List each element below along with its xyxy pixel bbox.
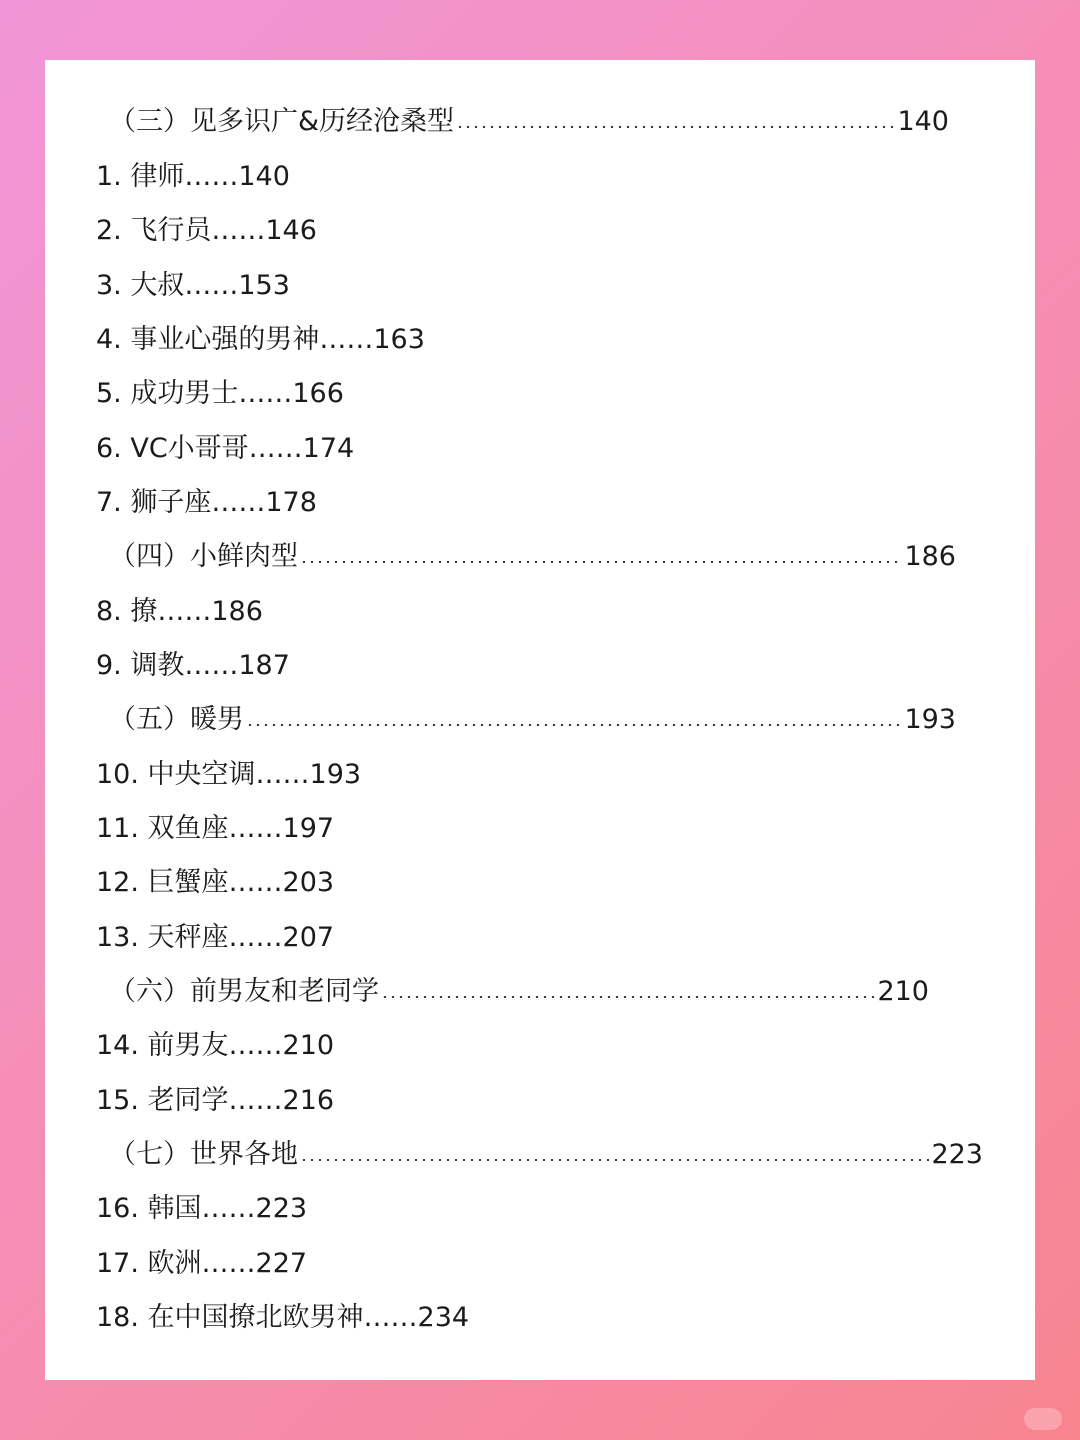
toc-section-4[interactable] <box>45 537 956 577</box>
toc-item[interactable]: 6. VC小哥哥……174 <box>96 433 355 464</box>
toc-item[interactable]: 10. 中央空调……193 <box>96 759 362 790</box>
dot-leader <box>300 561 902 563</box>
toc-item[interactable]: 17. 欧洲……227 <box>96 1248 308 1279</box>
section-page-number: 193 <box>904 704 956 735</box>
toc-item[interactable]: 9. 调教……187 <box>96 650 290 681</box>
toc-item[interactable]: 15. 老同学……216 <box>96 1085 335 1116</box>
toc-item[interactable]: 7. 狮子座……178 <box>96 487 317 518</box>
toc-page <box>45 60 1035 1380</box>
toc-section-5[interactable] <box>45 700 956 740</box>
section-page-number: 140 <box>897 106 949 137</box>
toc-item[interactable]: 18. 在中国撩北欧男神……234 <box>96 1302 470 1333</box>
section-title: （七）世界各地 <box>109 1139 298 1170</box>
toc-item[interactable]: 3. 大叔……153 <box>96 270 290 301</box>
toc-item[interactable]: 16. 韩国……223 <box>96 1193 308 1224</box>
toc-item[interactable]: 2. 飞行员……146 <box>96 215 317 246</box>
section-title: （四）小鲜肉型 <box>109 541 298 572</box>
table-of-contents <box>45 60 1035 1380</box>
toc-item[interactable]: 13. 天秤座……207 <box>96 922 335 953</box>
dot-leader <box>246 724 902 726</box>
toc-item[interactable]: 4. 事业心强的男神……163 <box>96 324 425 355</box>
dot-leader <box>300 1159 929 1161</box>
section-page-number: 186 <box>904 541 956 572</box>
section-title: （六）前男友和老同学 <box>109 976 379 1007</box>
section-title: （三）见多识广&历经沧桑型 <box>109 106 455 137</box>
toc-item[interactable]: 8. 撩……186 <box>96 596 263 627</box>
toc-item[interactable]: 14. 前男友……210 <box>96 1030 335 1061</box>
toc-section-6[interactable] <box>45 972 929 1012</box>
toc-section-3[interactable] <box>45 102 949 142</box>
toc-item[interactable]: 1. 律师……140 <box>96 161 290 192</box>
dot-leader <box>456 126 895 128</box>
section-page-number: 223 <box>931 1139 983 1170</box>
toc-item[interactable]: 12. 巨蟹座……203 <box>96 867 335 898</box>
toc-item[interactable]: 5. 成功男士……166 <box>96 378 344 409</box>
toc-item[interactable]: 11. 双鱼座……197 <box>96 813 335 844</box>
section-page-number: 210 <box>877 976 929 1007</box>
dot-leader <box>381 996 875 998</box>
watermark-badge <box>1024 1408 1062 1430</box>
toc-section-7[interactable] <box>45 1135 983 1175</box>
section-title: （五）暖男 <box>109 704 244 735</box>
